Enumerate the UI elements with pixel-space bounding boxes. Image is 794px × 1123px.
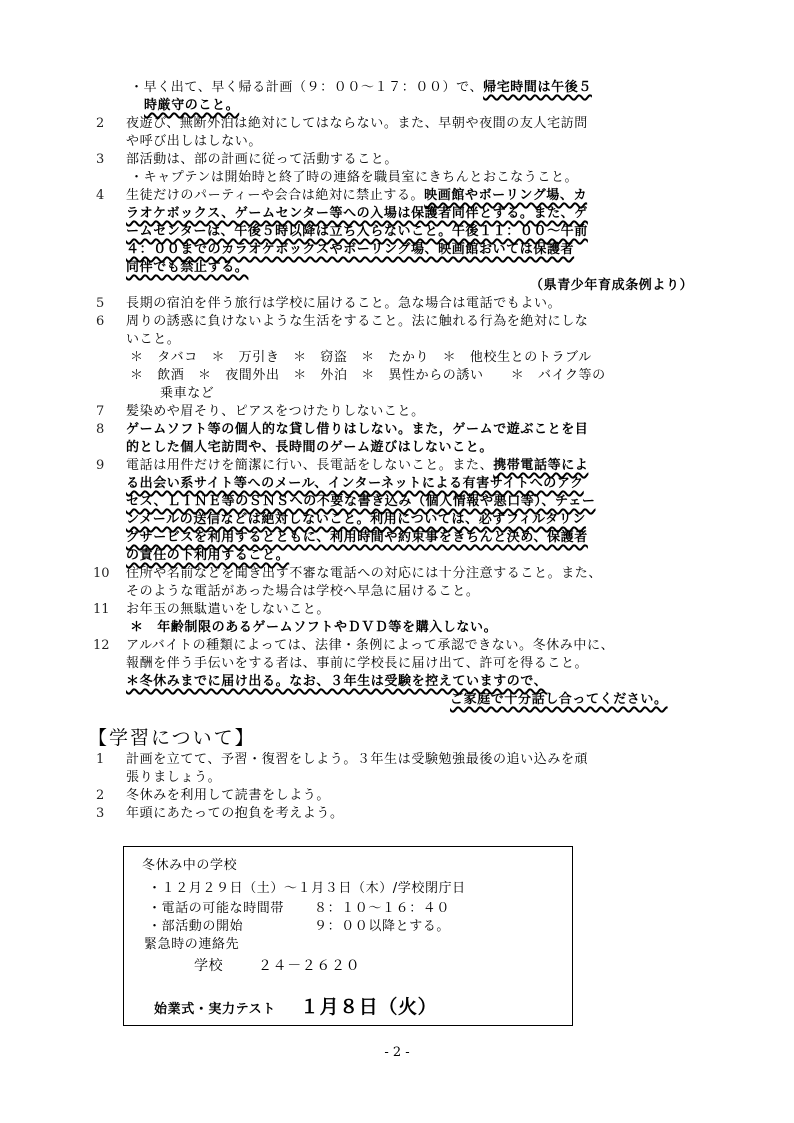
rule-7-line: 髪染めや眉そり、ピアスをつけたりしないこと。	[126, 404, 425, 419]
rule-6-line-b: いこと。	[126, 332, 181, 347]
rule-9-line-e: グサービスを利用するとともに、利用時間や約束事をきちんと決め、保護者	[126, 530, 588, 545]
rule-1-line-b: 時厳守のこと。	[144, 98, 240, 113]
rule-6-line-d: ＊ 飲酒 ＊ 夜間外出 ＊ 外泊 ＊ 異性からの誘い ＊ バイク等の	[130, 368, 606, 383]
rule-number: 12	[93, 638, 110, 653]
closed-days: ・１２月２９日（土）～１月３日（木）/学校閉庁日	[148, 881, 466, 896]
rule-9-line-b: る出会い系サイト等へのメール、インターネットによる有害サイトへのアク	[126, 476, 584, 491]
rule-2-line-a: 夜遊び、無断外泊は絶対にしてはならない。また、早朝や夜間の友人宅訪問	[126, 116, 588, 131]
source-note: （県青少年育成条例より）	[530, 278, 694, 293]
school-phone-number: ２４－２６２０	[258, 958, 361, 974]
school-label: 学校	[194, 958, 224, 974]
rule-6-line-e: 乗車など	[160, 386, 215, 401]
emergency-contact-label: 緊急時の連絡先	[144, 937, 240, 952]
study-number: 1	[96, 752, 105, 767]
rule-11-line-b: ＊ 年齢制限のあるゲームソフトやＤＶＤ等を購入しない。	[130, 620, 498, 635]
box-title: 冬休み中の学校	[142, 858, 238, 873]
rule-5-line: 長期の宿泊を伴う旅行は学校に届けること。急な場合は電話でもよい。	[126, 296, 562, 311]
rule-4-line-e: 同伴でも禁止する。	[126, 260, 249, 275]
rule-11-line-a: お年玉の無駄遣いをしないこと。	[126, 602, 331, 617]
rule-9-line-d: ンメールの送信などは絶対しないこと。利用については、必ずフィルタリン	[126, 512, 586, 527]
rule-4-line-b: ラオケボックス、ゲームセンター等への入場は保護者同伴とする。また、ゲ	[126, 206, 588, 221]
rule-3-line-a: 部活動は、部の計画に従って活動すること。	[126, 152, 399, 167]
rule-number: 3	[96, 152, 105, 167]
study-number: 3	[96, 806, 105, 821]
rule-number: 7	[96, 404, 105, 419]
rule-number: 2	[96, 116, 105, 131]
phone-hours-value: ８：１０～１６：４０	[314, 901, 451, 916]
rule-1-emphasis: 帰宅時間は午後５	[483, 80, 592, 95]
rule-4-line-a	[126, 187, 587, 205]
event-date: １月８日（火）	[300, 996, 438, 1018]
rule-10-line-b: そのような電話があった場合は学校へ早急に届けること。	[126, 584, 480, 599]
rule-number: 10	[93, 566, 110, 581]
study-3-line: 年頭にあたっての抱負を考えよう。	[126, 806, 344, 821]
club-start-value: ９：００以降とする。	[314, 919, 451, 934]
rule-number: 5	[96, 296, 105, 311]
rule-12-line-c: ＊冬休みまでに届け出る。なお、３年生は受験を控えていますので、	[126, 674, 548, 689]
rule-4-emphasis: 映画館やボーリング場、カ	[424, 188, 588, 203]
rule-4-text: 生徒だけのパーティーや会合は絶対に禁止する。	[126, 188, 425, 203]
study-number: 2	[96, 788, 105, 803]
rule-number: 9	[96, 458, 105, 473]
rule-number: 6	[96, 314, 105, 329]
study-2-line: 冬休みを利用して読書をしよう。	[126, 788, 331, 803]
rule-number: 11	[93, 602, 110, 617]
rule-12-line-b: 報酬を伴う手伝いをする者は、事前に学校長に届け出て、許可を得ること。	[126, 656, 589, 671]
rule-10-line-a: 住所や名前などを聞き出す不審な電話への対応には十分注意すること。また、	[126, 566, 603, 581]
study-section-heading: 【学習について】	[88, 727, 256, 749]
rule-8-line-b: 的とした個人宅訪問や、長時間のゲーム遊びはしないこと。	[126, 440, 493, 455]
rule-9-line-a	[126, 457, 588, 475]
rule-3-line-b: ・キャプテンは開始時と終了時の連絡を職員室にきちんとおこなうこと。	[130, 170, 579, 185]
phone-hours-label: ・電話の可能な時間帯	[148, 901, 285, 916]
rule-number: 8	[96, 422, 105, 437]
rule-8-line-a: ゲームソフト等の個人的な貸し借りはしない。また，ゲームで遊ぶことを目	[126, 422, 589, 437]
study-1-line-b: 張りましょう。	[126, 770, 222, 785]
rule-1-line-a	[130, 79, 592, 97]
rule-12-line-a: アルバイトの種類によっては、法律・条例によって承認できない。冬休み中に、	[126, 638, 615, 653]
rule-2-line-b: や呼び出しはしない。	[126, 134, 263, 149]
study-1-line-a: 計画を立てて、予習・復習をしよう。３年生は受験勉強最後の追い込みを頑	[126, 752, 589, 767]
club-start-label: ・部活動の開始	[148, 919, 244, 934]
rule-9-line-f: の責任の下利用すること。	[126, 548, 290, 563]
rule-1-text: ・早く出て、早く帰る計画（９：００～１７：００）で、	[130, 80, 484, 95]
rule-9-emphasis: 携帯電話等によ	[493, 458, 589, 473]
winter-school-info-box	[123, 846, 573, 1026]
rule-4-line-c: ームセンターは、午後５時以降は立ち入らないこと。午後１１：００～午前	[126, 224, 588, 239]
event-label: 始業式・実力テスト	[154, 1002, 276, 1017]
rule-4-line-d: ４：００までのカラオケボックスやボーリング場、映画館おいては保護者	[126, 242, 575, 257]
rule-6-line-c: ＊ タバコ ＊ 万引き ＊ 窃盗 ＊ たかり ＊ 他校生とのトラブル	[130, 350, 592, 365]
rule-12-line-d: ご家庭で十分話し合ってください。	[450, 692, 668, 707]
page-number: - 2 -	[384, 1045, 410, 1060]
rule-9-line-c: セス、ＬＩＮＥ等のＳＮＳへの不要な書き込み（個人情報や悪口等）、チェー	[126, 494, 596, 509]
rule-9-text: 電話は用件だけを簡潔に行い、長電話をしないこと。また、	[126, 458, 494, 473]
rule-number: 4	[96, 188, 105, 203]
rule-6-line-a: 周りの誘惑に負けないような生活をすること。法に触れる行為を絶対にしな	[126, 314, 589, 329]
